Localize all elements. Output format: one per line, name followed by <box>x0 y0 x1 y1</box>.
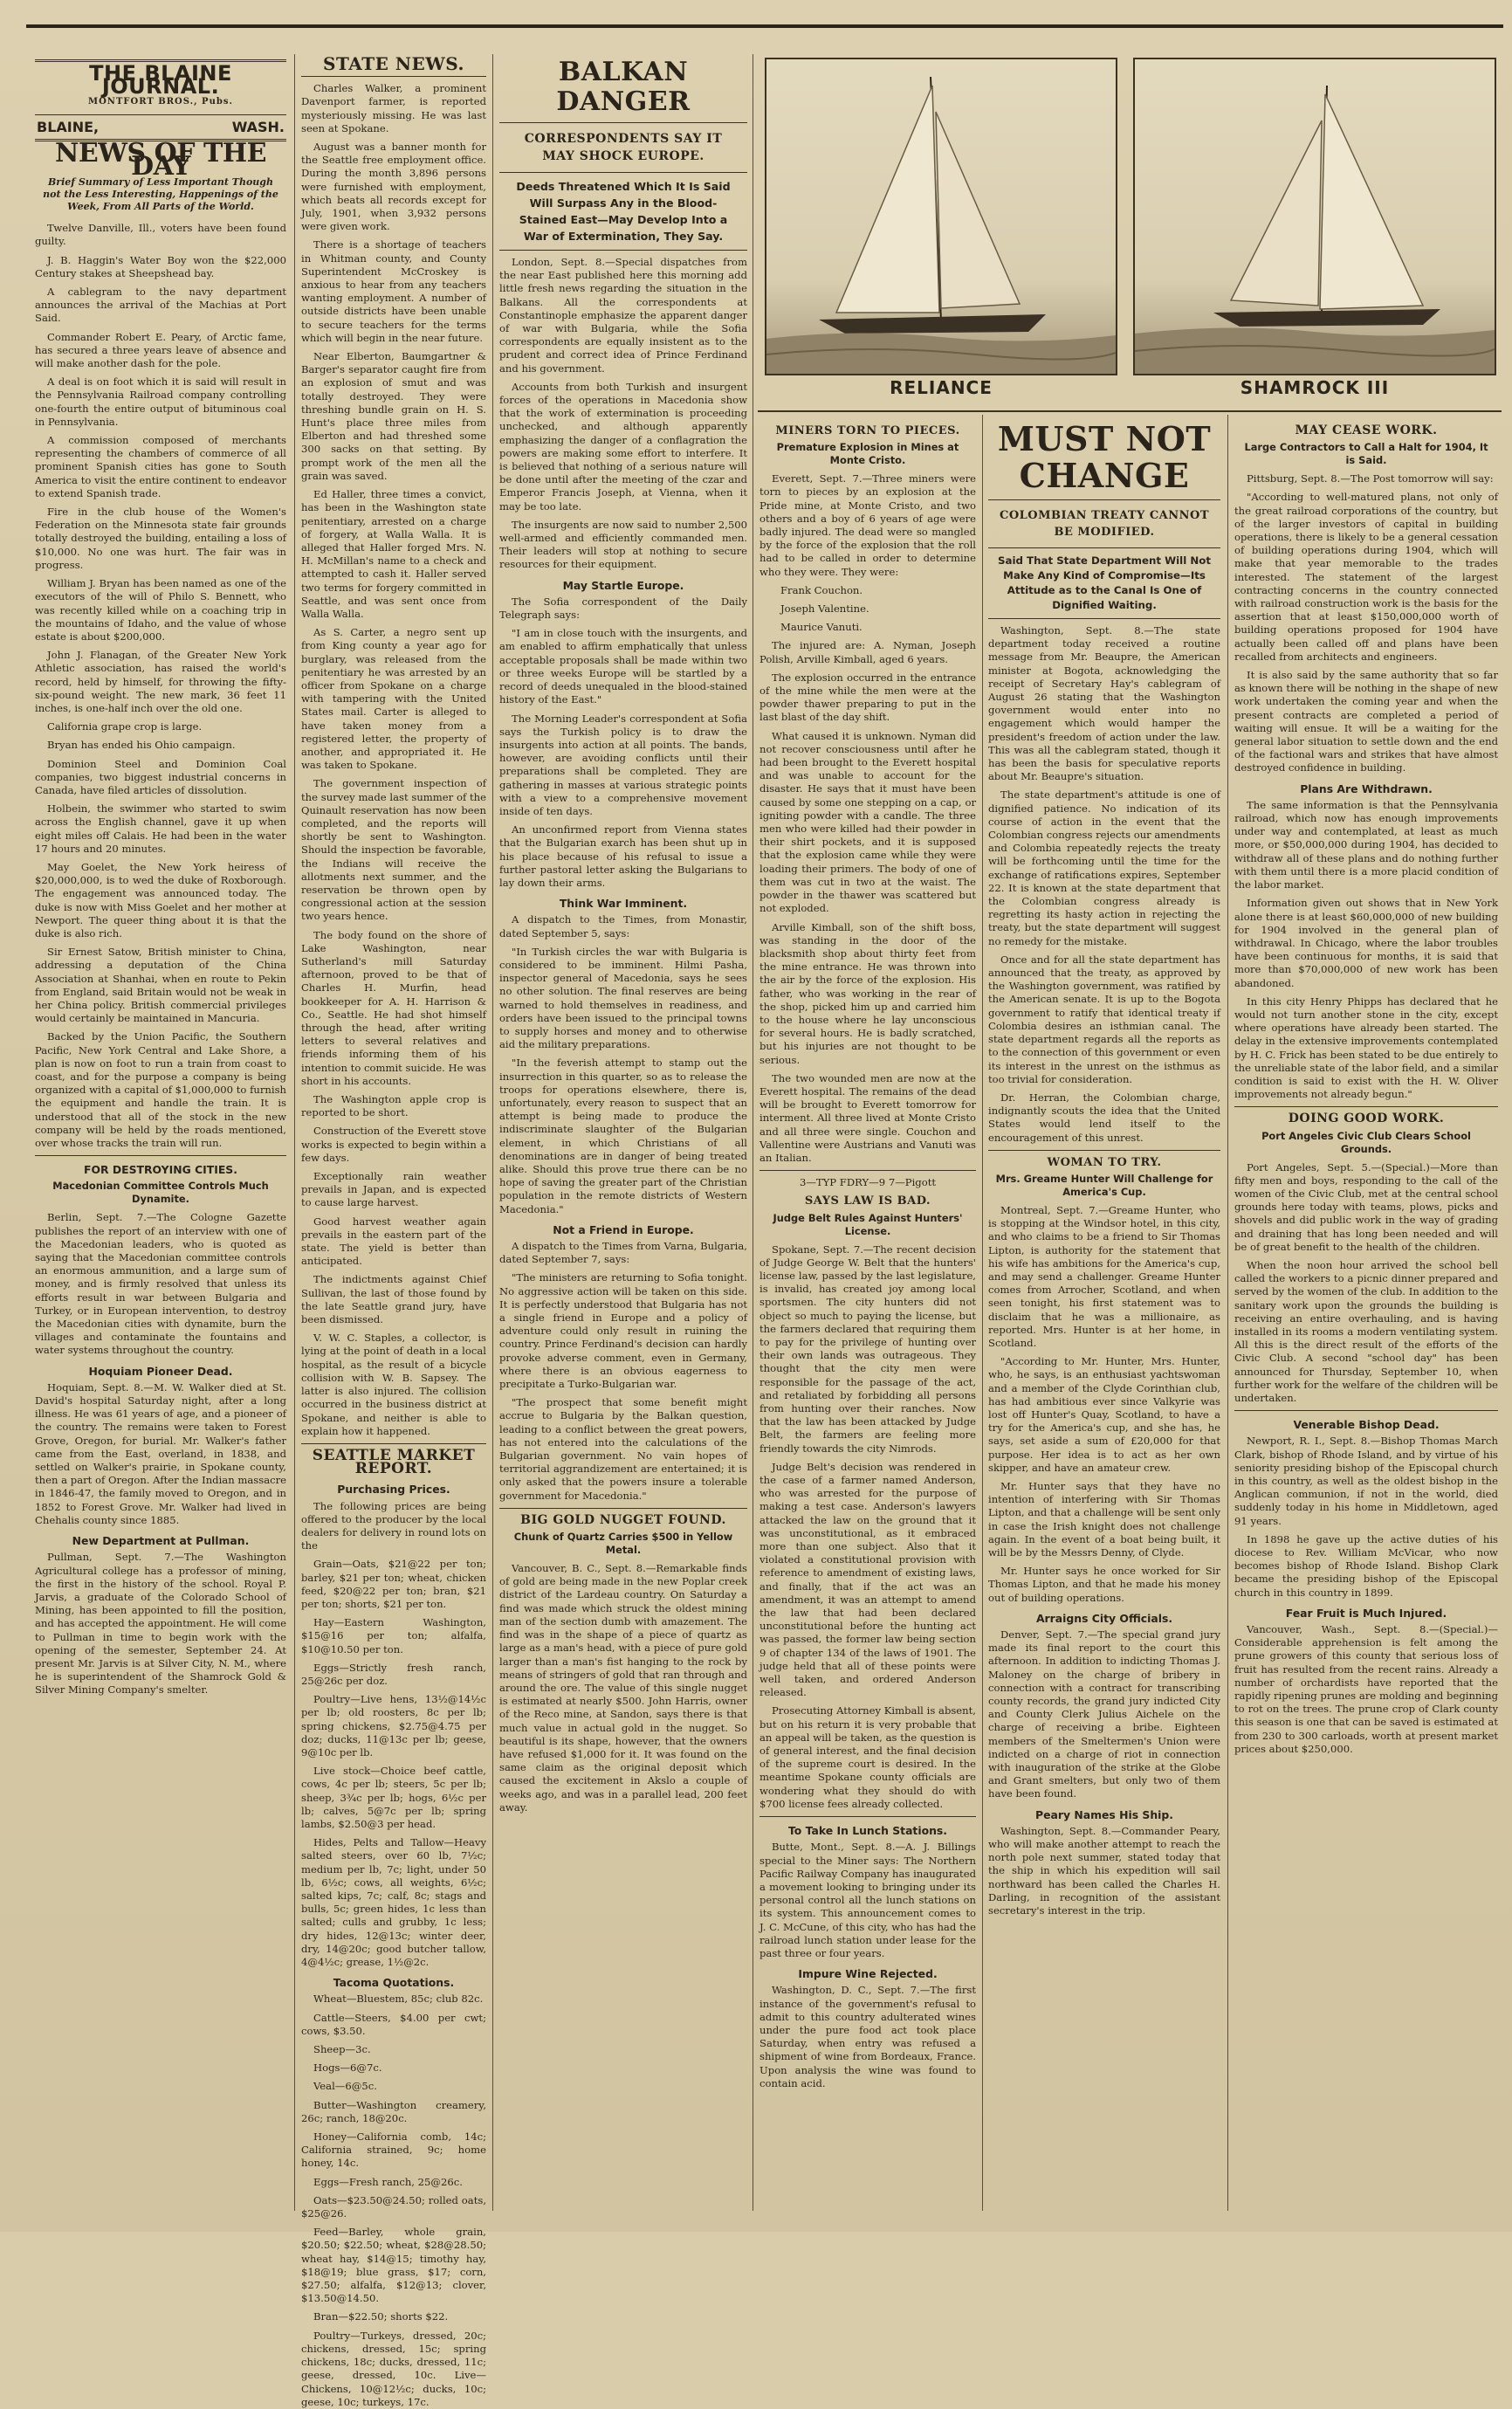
typesetter-line: 3—TYP FDRY—9 7—Pigott <box>799 1176 937 1189</box>
news-item: A cablegram to the navy department announces the arrival of the Machias at Port Said. <box>35 286 286 325</box>
column-rule <box>492 54 493 2211</box>
state-news-item: V. W. C. Staples, a collector, is lying at the point of death in a local hospital, as the result of a bicycle collision with W. B. Sapsey. The latter is also injured. The collision occurred in the business district at Spokane, and neither is able to explain how it happened. <box>301 1332 486 1437</box>
masthead-place: BLAINE, <box>37 118 100 135</box>
column-rule <box>1227 415 1228 2211</box>
news-item: John J. Flanagan, of the Greater New York Athletic association, has raised the world's record, held by himself, for throwing the fifty-six-pound weight. The new mark, 36 feet 11 inches, is one-half inch over the old one. <box>35 649 286 714</box>
news-item: Dominion Steel and Dominion Coal companies, two biggest industrial concerns in Canada, have filed articles of dissolution. <box>35 757 286 796</box>
market-items <box>301 1558 486 1969</box>
illustration-bottom-rule <box>758 410 1502 412</box>
article-paragraph: The same information is that the Pennsylvania railroad, which now has enough improvements under way and contemplated, at least as much more, or $50,000,000 during 1904, has decided to withdraw all of these plans and do nothing further with them until there is a more placid condition of the labor market. <box>1234 798 1498 891</box>
article-paragraph: The Morning Leader's correspondent at Sofia says the Turkish policy is to draw the insurgents into action at all points. The bands, however, are avoiding conflicts until their preparations shall be completed. They are gathering in masses at various strategic points with a view to a comprehensive movement inside of ten days. <box>499 712 747 817</box>
news-item: Bryan has ended his Ohio campaign. <box>47 739 236 752</box>
article-paragraph: A dispatch to the Times, from Monastir, dated September 5, says: <box>499 913 747 940</box>
dek-colombian: Said That State Department Will Not Make Any Kind of Compromise—Its Attitude as to the Canal Is One of Dignified Waiting. <box>997 554 1211 611</box>
masthead-title: THE BLAINE JOURNAL. <box>89 61 232 100</box>
article-paragraph: Mr. Hunter says he once worked for Sir Thomas Lipton, and that he made his money out of building operations. <box>988 1565 1220 1604</box>
headline-pullman: New Department at Pullman. <box>72 1534 250 1548</box>
article-paragraph: "According to well-matured plans, not only of the great railroad corporations of the country, but of the larger investors of capital in building operations, there is likely to be a general cessation of building operations during 1904, which will make that year memorable to the trades interested. The statement of the largest contracting concerns in the country connected with railroad construction work is the basis for the assertion that at least $150,000,000 worth of building operations proposed for 1904 have actually been called off and plans have been recalled from architects and engineers. <box>1234 491 1498 663</box>
headline-arraigns: Arraigns City Officials. <box>1035 1611 1173 1625</box>
article-body: Hoquiam, Sept. 8.—M. W. Walker died at St. David's hospital Saturday night, after a long illness. He was 61 years of age, and a pioneer of the country. The remains were taken to Forest Grove, Oregon, for burial. Mr. Walker's father came from the East, overland, in 1838, and settled on Walker's prairie, in Spokane county, then a part of Oregon. After the Indian massacre in 1846-47, the family moved to Oregon, and in 1852 to Forest Grove. Mr. Walker had lived in Chehalis county since 1885. <box>35 1380 286 1526</box>
headline-miners: MINERS TORN TO PIECES. <box>775 424 960 437</box>
news-item: Backed by the Union Pacific, the Southern Pacific, New York Central and Lake Shore, a plan is now on foot to run a train from coast to coast, and for the purpose a company is being organized with a capital of $1,000,000 to furnish the equipment and handle the train. It is understood that all of the stock in the new company will be held by the roads mentioned, over whose tracks the train will run. <box>35 1030 286 1150</box>
column-4 <box>759 421 976 2211</box>
article-paragraph: Arville Kimball, son of the shift boss, was standing in the door of the blacksmith shop about thirty feet from the mine entrance. He was thrown into the air by the force of the explosion. His father, who was working in the rear of the shop, picked him up and carried him to the house where he lay unconscious for several hours. He is badly scratched, but his injuries are not thought to be serious. <box>759 920 976 1066</box>
dead-list <box>759 584 976 635</box>
headline-doing-good-work: DOING GOOD WORK. <box>1288 1112 1445 1126</box>
news-of-the-day-dek: Brief Summary of Less Important Though not the Less Interesting, Happenings of the Week, From All Parts of the World. <box>43 176 278 213</box>
article-body: Vancouver, Wash., Sept. 8.—(Special.)—Considerable apprehension is felt among the prune growers of this county that serious loss of fruit has resulted from the recent rains. Already a number of orchardists have reported that the rapidly ripening prunes are molding and beginning to rot on the trees. The prune crop of Clark county this season is one that can be saved is estimated at from 230 to 300 carloads, worth at present market prices about $250,000. <box>1234 1623 1498 1755</box>
dek-doing-good-work: Port Angeles Civic Club Clears School Grounds. <box>1261 1129 1471 1155</box>
state-news-item: August was a banner month for the Seattle free employment office. During the month 3,896 persons were furnished with employment, which beats all records except for July, 1901, when 3,932 persons were given work. <box>301 141 486 233</box>
news-item: Holbein, the swimmer who started to swim across the English channel, gave it up when eight miles off Calais. He had been in the water 17 hours and 20 minutes. <box>35 802 286 855</box>
yacht-illustrations <box>758 54 1502 403</box>
news-items <box>35 222 286 1150</box>
state-news-item: As S. Carter, a negro sent up from King county a year ago for burglary, was released from the penitentiary he was arrested by an officer from Spokane on a charge with tampering with the United States mail. Carter is alleged to have taken money from a registered letter, the property of another, and appropriated it. He was taken to Spokane. <box>301 626 486 772</box>
article-paragraph: The injured are: A. Nyman, Joseph Polish, Arville Kimball, aged 6 years. <box>759 639 976 665</box>
article-paragraph: Judge Belt's decision was rendered in the case of a farmer named Anderson, who was arrested for the purpose of making a test case. Anderson's lawyers attacked the law on the ground that it was unconstitutional, as it embraced more than one subject. Also that it violated a constitutional provision with reference to amendment of existing laws, and finally, that if the act was an amendment, it was an attempt to amend the law that had been declared unconstitutional before the hunting act was passed, the former law being section 9 of chapter 134 of the laws of 1901. The judge held that all of these points were well taken, and ordered Anderson released. <box>759 1460 976 1699</box>
headline-woman-to-try: WOMAN TO TRY. <box>1047 1155 1162 1169</box>
state-news-item: The Washington apple crop is reported to be short. <box>301 1093 486 1119</box>
article-paragraph: The two wounded men are now at the Everett hospital. The remains of the dead will be brought to Everett tomorrow for interment. All three lived at Monte Cristo and all three were single. Couchon and Vallentine were Austrians and Vanuti was an Italian. <box>759 1071 976 1164</box>
article-body: Newport, R. I., Sept. 8.—Bishop Thomas March Clark, bishop of Rhode Island, and by virtue of his seniority presiding bishop of the Episcopal church in this country, as well as the oldest bishop in the Anglican communion, if not in the world, died suddenly today in his home in Middletown, aged 91 years. <box>1234 1435 1498 1527</box>
subhead-war: Think War Imminent. <box>559 897 688 911</box>
dek-miners: Premature Explosion in Mines at Monte Cristo. <box>776 441 959 467</box>
dead-name: Joseph Valentine. <box>780 602 869 616</box>
market-item: Poultry—Live hens, 13½@14½c per lb; old roosters, 8c per lb; spring chickens, $2.75@4.75 per doz; ducks, 11@13c per lb; geese, 9@10c per lb. <box>301 1693 486 1759</box>
state-news-item: The indictments against Chief Sullivan, the last of those found by the late Seattle grand jury, have been dismissed. <box>301 1273 486 1326</box>
subhead-plans: Plans Are Withdrawn. <box>1300 781 1433 795</box>
article-paragraph: In this city Henry Phipps has declared that he would not turn another stone in the city, except where operations have already been started. The delay in the extensive improvements contemplated by H. C. Frick has been stated to be due entirely to the unreliable state of the labor field, and a similar condition is said to exist with the H. W. Oliver improvements not already begun." <box>1234 995 1498 1101</box>
tacoma-item: Wheat—Bluestem, 85c; club 82c. <box>313 1993 484 2006</box>
article-paragraph: Pittsburg, Sept. 8.—The Post tomorrow will say: <box>1247 472 1494 485</box>
column-1 <box>35 54 286 2211</box>
subhead-friend: Not a Friend in Europe. <box>553 1222 694 1236</box>
news-item: A deal is on foot which it is said will result in the Pennsylvania Railroad company controlling one-fourth the entire output of bituminous coal in Pennsylvania. <box>35 375 286 428</box>
article-paragraph: Information given out shows that in New York alone there is at least $60,000,000 of new building for 1904 involved in the general plan of withdrawal. In Chicago, where the labor troubles have been continuous for months, it is said that more than $70,000,000 of new work has been abandoned. <box>1234 897 1498 989</box>
article-paragraph: "In the feverish attempt to stamp out the insurrection in this quarter, so as to release the troops for operations elsewhere, there is, unfortunately, every reason to suspect that an attempt is being made to produce the indiscriminate slaughter of the Bulgarian element, in which Christians of all denominations are in danger of being treated alike. Should this prove true there can be no hope of saving the greater part of the Christian population in the remote districts of Western Macedonia." <box>499 1057 747 1215</box>
article-paragraph: What caused it is unknown. Nyman did not recover consciousness until after he had been brought to the Everett hospital and was unable to account for the disaster. He says that it must have been caused by some one stepping on a cap, or igniting powder with a candle. The three men who were killed had their powder in their shirt pockets, and it is supposed that the explosion came while they were loading their primers. The body of one of them was cut in two at the waist. The powder in the thawer was scattered but not exploded. <box>759 729 976 915</box>
masthead-publisher: MONTFORT BROS., Pubs. <box>88 97 233 107</box>
article-paragraph: The state department's attitude is one of dignified patience. No indication of its course of action in the event that the Colombian congress rejects our amendments and Colombia repeatedly rejects the treaty will be forthcoming until the time for the exchange of ratifications expires, September 22. It is known at the state department that the Colombian congress already is regretting its hasty action in rejecting the treaty, but the state department will suggest no remedy for the mistake. <box>988 788 1220 947</box>
tacoma-item: Eggs—Fresh ranch, 25@26c. <box>313 2175 463 2188</box>
state-news-item: There is a shortage of teachers in Whitman county, and County Superintendent McCroskey is anxious to hear from any teachers wanting employment. A number of outside districts have been unable to secure teachers for the terms which will begin in the near future. <box>301 238 486 344</box>
article-body: Denver, Sept. 7.—The special grand jury made its final report to the court this afternoon. In addition to indicting Thomas J. Maloney on the charge of bribery in connection with a contract for transcribing county records, the grand jury indicted City and County Clerk Julius Aichele on the charge of receiving a bribe. Eighteen members of the Smeltermen's Union were indicted on a charge of riot in connection with inauguration of the strike at the Globe and Grant smelters, but only two of them have been found. <box>988 1628 1220 1800</box>
state-news-item: Exceptionally rain weather prevails in Japan, and is expected to cause large harvest. <box>301 1170 486 1209</box>
article-body: The following prices are being offered to the producer by the local dealers for delivery in round lots on the <box>301 1499 486 1552</box>
tacoma-item: Bran—$22.50; shorts $22. <box>313 2310 449 2323</box>
article-body: Washington, Sept. 8.—Commander Peary, who will make another attempt to reach the north pole next summer, stated today that the ship in which his expedition will sail northward has been called the Charles H. Darling, in recognition of the assistant secretary's interest in the trip. <box>988 1824 1220 1917</box>
dead-name: Maurice Vanuti. <box>780 621 863 634</box>
article-paragraph: When the noon hour arrived the school bell called the workers to a picnic dinner prepared and served by the women of the club. In addition to the sanitary work upon the grounds the building is receiving an entire overhauling, and is having installed in its rooms a modern ventilating system. All this is the direct result of the efforts of the Civic Club. A second "school day" has been announced for Thursday, September 10, when further work for the welfare of the children will be undertaken. <box>1234 1258 1498 1404</box>
state-news-item: Construction of the Everett stove works is expected to begin within a few days. <box>301 1125 486 1164</box>
column-rule <box>294 54 295 2211</box>
tacoma-item: Poultry—Turkeys, dressed, 20c; chickens, dressed, 15c; spring chickens, 18c; ducks, dressed, 11c; geese, dressed, 10c. Live—Chickens, 10@12½c; ducks, 10c; geese, 10c; turkeys, 17c. <box>301 2329 486 2408</box>
column-2 <box>301 53 486 2408</box>
shamrock-image <box>1133 58 1496 375</box>
masthead-state: WASH. <box>231 118 285 135</box>
tacoma-item: Sheep—3c. <box>313 2043 371 2056</box>
column-3 <box>499 54 747 2211</box>
article-body: Washington, D. C., Sept. 7.—The first instance of the government's refusal to admit to this country adulterated wines under the pure food act took place Saturday, when entry was refused a shipment of wine from Bordeaux, France. Upon analysis the wine was found to contain acid. <box>759 1984 976 2089</box>
article-paragraph: Dr. Herran, the Colombian charge, indignantly scouts the idea that the United States would lend itself to the encouragement of this unrest. <box>988 1091 1220 1144</box>
article-paragraph: Washington, Sept. 8.—The state department today received a routine message from Mr. Beaupre, the American minister at Bogota, acknowledging the receipt of Secretary Hay's cablegram of August 26 stating that the Washington government would enter into no engagement which would hamper the president's freedom of action under the law. This was all the cablegram stated, though it has been the basis for speculative reports about Mr. Beaupre's situation. <box>988 624 1220 783</box>
article-paragraph: "The prospect that some benefit might accrue to Bulgaria by the Balkan question, leading to a conflict between the great powers, has not entered into the calculations of the Bulgarian government. No vain hopes of territorial aggrandizement are entertained; it is only asked that the powers insure a tolerable government for Macedonia." <box>499 1396 747 1502</box>
news-item: Fire in the club house of the Women's Federation on the Minnesota state fair grounds totally destroyed the building, entailing a loss of $10,000. No one was hurt. The fair was in progress. <box>35 506 286 571</box>
headline-may-cease-work: MAY CEASE WORK. <box>1295 423 1438 437</box>
news-of-the-day-title: NEWS OF THE DAY <box>55 137 266 182</box>
market-item: Eggs—Strictly fresh ranch, 25@26c per doz. <box>301 1661 486 1687</box>
news-item: California grape crop is large. <box>47 720 203 733</box>
article-paragraph: Port Angeles, Sept. 5.—(Special.)—More than fifty men and boys, responding to the call of the women of the Civic Club, met at the central school grounds here today with teams, plows, picks and shovels and did public work in the way of grading and draining that has long been needed and will be of great benefit to the health of the children. <box>1234 1160 1498 1253</box>
dek-gold-nugget: Chunk of Quartz Carries $500 in Yellow Metal. <box>513 1531 733 1557</box>
tacoma-item: Cattle—Steers, $4.00 per cwt; cows, $3.50. <box>301 2011 486 2037</box>
headline-destroying-cities: FOR DESTROYING CITIES. <box>84 1163 237 1177</box>
state-news-item: The body found on the shore of Lake Washington, near Sutherland's mill Saturday afternoon, proved to be that of Charles H. Murfin, head bookkeeper for A. H. Harrison & Co., Seattle. He had shot himself through the head, after writing letters to several relatives and friends informing them of his intention to commit suicide. He was short in his accounts. <box>301 928 486 1087</box>
article-paragraph: The explosion occurred in the entrance of the mine while the men were at the powder thawer preparing to put in the last blast of the day shift. <box>759 671 976 724</box>
article-paragraph: The Sofia correspondent of the Daily Telegraph says: <box>499 595 747 622</box>
headline-law-bad: SAYS LAW IS BAD. <box>804 1194 931 1208</box>
masthead-dateline <box>37 120 285 134</box>
article-paragraph: Spokane, Sept. 7.—The recent decision of Judge George W. Belt that the hunters' license law, passed by the last legislature, is invalid, has created joy among local sportsmen. The city hunters did not object so much to paying the license, but the farmers declared that requiring them to pay for the privilege of hunting over their own lands was outrageous. They thought that the city men were responsible for the passage of the act, and retaliated by forbidding all persons from hunting over their ranches. Now that the law has been attacked by Judge Belt, the farmers are feeling more friendly towards the city Nimrods. <box>759 1242 976 1455</box>
headline-must-not-change: MUST NOT CHANGE <box>997 419 1212 495</box>
reliance-image <box>765 58 1117 375</box>
headline-bishop: Venerable Bishop Dead. <box>1293 1418 1440 1432</box>
headline-seattle-market: SEATTLE MARKET REPORT. <box>312 1446 476 1478</box>
headline-peary: Peary Names His Ship. <box>1035 1807 1173 1821</box>
column-6 <box>1234 421 1498 2211</box>
dead-name: Frank Couchon. <box>780 583 863 596</box>
tacoma-item: Feed—Barley, whole grain, $20.50; $22.50; wheat, $28@28.50; wheat hay, $14@15; timothy hay, $18@19; blue grass, $17; corn, $27.50; alfalfa, $12@13; clover, $13.50@14.50. <box>301 2226 486 2305</box>
news-item: J. B. Haggin's Water Boy won the $22,000 Century stakes at Sheepshead bay. <box>35 253 286 279</box>
state-news-item: Charles Walker, a prominent Davenport farmer, is reported mysteriously missing. He was last seen at Spokane. <box>301 82 486 134</box>
dek-woman: Mrs. Greame Hunter Will Challenge for America's Cup. <box>995 1172 1213 1198</box>
headline-state-news: STATE NEWS. <box>323 53 464 74</box>
article-body: Pullman, Sept. 7.—The Washington Agricultural college has a professor of mining, the first in the history of the school. Royal P. Jarvis, a graduate of the Colorado School of Mining, has been appointed to fill the position, and has accepted the appointment. He will come to Pullman in time to begin work with the opening of the semester, September 24. At present Mr. Jarvis is at Silver City, N. M., where he is superintendent of the Shamrock Gold & Silver Mining Company's smelter. <box>35 1551 286 1697</box>
headline-wine: Impure Wine Rejected. <box>798 1967 938 1981</box>
tacoma-item: Oats—$23.50@24.50; rolled oats, $25@26. <box>301 2193 486 2220</box>
article-body: Butte, Mont., Sept. 8.—A. J. Billings special to the Miner says: The Northern Pacific Railway Company has inaugurated a movement looking to bringing under its personal control all the lunch stations on its system. This announcement comes to J. C. McCune, of this city, who has had the railroad lunch station under lease for the past three or four years. <box>759 1841 976 1959</box>
balkan-items <box>499 256 747 572</box>
article-body: In 1898 he gave up the active duties of his diocese to Rev. William McVicar, who now becomes bishop of Rhode Island. Bishop Clark became the presiding bishop of the Episcopal church in this country in 1899. <box>1234 1532 1498 1599</box>
article-paragraph: "The ministers are returning to Sofia tonight. No aggressive action will be taken on this side. It is perfectly understood that Bulgaria has not a single friend in Europe and a policy of adventure could only result in ruining the country. Prince Ferdinand's decision can hardly provoke adverse comment, even in Germany, where there is an obvious eagerness to precipitate a Turko-Bulgarian war. <box>499 1271 747 1391</box>
article-paragraph: Montreal, Sept. 7.—Greame Hunter, who is stopping at the Windsor hotel, in this city, and who claims to be a friend to Sir Thomas Lipton, is authority for the statement that his wife has ambitions for the America's cup, and may send a challenger. Greame Hunter comes from Arrocher, Scotland, and when seen tonight, his first statement was to disclaim that he was a millionaire, as reported. Mrs. Hunter is at her home, in Scotland. <box>988 1203 1220 1349</box>
subhead-colombian: COLOMBIAN TREATY CANNOT BE MODIFIED. <box>999 509 1210 539</box>
news-item: Twelve Danville, Ill., voters have been found guilty. <box>35 222 286 248</box>
article-body: Berlin, Sept. 7.—The Cologne Gazette publishes the report of an interview with one of the Macedonian leaders, who is quoted as saying that the Macedonian committee controls an enormous ammunition, and a large sum of money, and is firmly resolved that unless its efforts result in war between Bulgaria and Turkey, or in European intervention, to destroy the Macedonian cities with dynamite, burn the villages and contaminate the fountains and water systems throughout the country. <box>35 1211 286 1357</box>
news-item: William J. Bryan has been named as one of the executors of the will of Philo S. Bennett, who was recently killed while on a coaching trip in the mountains of Idaho, and the value of whose estate is about $200,000. <box>35 577 286 643</box>
tacoma-item: Hogs—6@7c. <box>313 2061 382 2075</box>
subhead-purchasing-prices: Purchasing Prices. <box>337 1483 450 1497</box>
article-paragraph: Prosecuting Attorney Kimball is absent, but on his return it is very probable that an appeal will be taken, as the question is of general interest, and the final decision of the supreme court is desired. In the meantime Spokane county officials are wondering what they should do with $700 license fees already collected. <box>759 1704 976 1810</box>
dek-law-bad: Judge Belt Rules Against Hunters' License. <box>773 1211 963 1237</box>
news-item: May Goelet, the New York heiress of $20,000,000, is to wed the duke of Roxborough. The engagement was announced today. The duke is now with Miss Goelet and her mother at Newport. The queer thing about it is that the duke is also rich. <box>35 860 286 940</box>
subhead-balkan: CORRESPONDENTS SAY IT MAY SHOCK EUROPE. <box>524 132 723 163</box>
tacoma-item: Honey—California comb, 14c; California strained, 9c; home honey, 14c. <box>301 2130 486 2170</box>
headline-fruit: Fear Fruit is Much Injured. <box>1285 1606 1447 1620</box>
shamrock-sailboat-icon <box>1135 59 1495 374</box>
tacoma-item: Veal—6@5c. <box>313 2080 377 2093</box>
dek-destroying-cities: Macedonian Committee Controls Much Dynamite. <box>52 1180 269 1206</box>
dek-balkan: Deeds Threatened Which It Is Said Will Surpass Any in the Blood-Stained East—May Develop Into a War of Extermination, They Say. <box>516 180 731 243</box>
article-paragraph: "I am in close touch with the insurgents, and am enabled to affirm emphatically that unless acceptable proposals shall be made within two or three weeks Europe will be startled by a record of deeds unequaled in the blood-stained history of the East." <box>499 627 747 706</box>
article-paragraph: Accounts from both Turkish and insurgent forces of the operations in Macedonia show that the work of extermination is proceeding unchecked, and although apparently emphasizing the danger of a conflagration the powers are making some effort to interfere. It is believed that nothing of a serious nature will be done until after the meeting of the czar and Emperor Francis Joseph, at Vienna, when it may be too late. <box>499 380 747 513</box>
headline-gold-nugget: BIG GOLD NUGGET FOUND. <box>520 1512 726 1527</box>
subhead-startle: May Startle Europe. <box>562 578 684 592</box>
column-5 <box>988 421 1220 2211</box>
tacoma-items <box>301 1993 486 2408</box>
article-paragraph: An unconfirmed report from Vienna states that the Bulgarian exarch has been shut up in his place because of his refusal to issue a further pastoral letter asking the Bulgarians to lay down their arms. <box>499 823 747 889</box>
column-rule <box>982 415 983 2211</box>
headline-balkan-danger: BALKAN DANGER <box>556 57 691 117</box>
dek-may-cease-work: Large Contractors to Call a Halt for 1904, It is Said. <box>1244 441 1488 467</box>
article-paragraph: London, Sept. 8.—Special dispatches from the near East published here this morning add little fresh news regarding the situation in the Balkans. All the correspondents at Constantinople emphasize the apparent danger of war with Bulgaria, while the Sofia correspondents are equally insistent as to the prudent and correct idea of Prince Ferdinand and his government. <box>499 256 747 375</box>
state-news-item: Ed Haller, three times a convict, has been in the Washington state penitentiary, arrested on a charge of forgery, at Walla Walla. It is alleged that Haller forged Mrs. N. H. McMillan's name to a check and attempted to cash it. Haller served two terms for forgery committed in Seattle, and was sent once from Walla Walla. <box>301 488 486 620</box>
article-paragraph: A dispatch to the Times from Varna, Bulgaria, dated September 7, says: <box>499 1240 747 1266</box>
article-paragraph: The insurgents are now said to number 2,500 well-armed and efficiently commanded men. Their leaders will stop at nothing to secure resources for their equipment. <box>499 518 747 571</box>
headline-lunch: To Take In Lunch Stations. <box>787 1824 948 1838</box>
article-body: Everett, Sept. 7.—Three miners were torn to pieces by an explosion at the Pride mine, at Monte Cristo, and two others and a boy of 6 years of age were badly injured. The dead were so mangled by the force of the explosion that the roll had to be called in order to determine who they were. They were: <box>759 472 976 578</box>
state-news-item: Good harvest weather again prevails in the eastern part of the state. The yield is better than anticipated. <box>301 1215 486 1268</box>
news-item: Sir Ernest Satow, British minister to China, addressing a deputation of the China Association at Shanhai, when en route to Pekin from England, said Britain would not be weak in her China policy. British commercial privileges would certainly be maintained in Mancuria. <box>35 946 286 1025</box>
tacoma-item: Butter—Washington creamery, 26c; ranch, 18@20c. <box>301 2098 486 2124</box>
state-news-items <box>301 82 486 1438</box>
article-paragraph: Vancouver, B. C., Sept. 8.—Remarkable finds of gold are being made in the new Poplar creek district of the Lardeau country. On Saturday a find was made which struck the oldest mining man of the section dumb with amazement. The find was in the shape of a piece of quartz as large as a man's head, with a piece of pure gold larger than a man's fist hanging to the rock by means of stringers of gold that ran through and around the ore. The value of this single nugget is estimated at nearly $500. John Harris, owner of the Reco mine, at Sandon, says there is that much value in actual gold in the nugget. So beautiful is its shape, however, that the owners have refused $1,000 for it. It was found on the same claim as the original deposit which caused the excitement in Akslo a couple of weeks ago, and was in a parallel lead, 200 feet away. <box>499 1562 747 1814</box>
subhead-tacoma: Tacoma Quotations. <box>333 1976 455 1990</box>
top-rule <box>26 24 1503 28</box>
news-item: A commission composed of merchants representing the chambers of commerce of all prominent Spanish cities has gone to South America to visit the entire continent to endeavor to extend Spanish trade. <box>35 434 286 499</box>
market-item: Hides, Pelts and Tallow—Heavy salted steers, over 60 lb, 7½c; medium per lb, 7c; light, under 50 lb, 6½c; cows, all weights, 6½c; salted kips, 7c; calf, 8c; stags and bulls, 5c; green hides, 1c less than salted; culls and grubby, 1c less; dry hides, 12@13c; winter deer, dry, 14@20c; good butcher tallow, 4@4½c; grease, 1½@2c. <box>301 1836 486 1969</box>
shamrock-caption: SHAMROCK III <box>1240 377 1390 398</box>
news-item: Commander Robert E. Peary, of Arctic fame, has secured a three years leave of absence and will make another dash for the pole. <box>35 330 286 370</box>
article-paragraph: Once and for all the state department has announced that the treaty, as approved by the Washington government, was ratified by the American senate. It is up to the Bogota government to ratify that identical treaty if Colombia desires an isthmian canal. The state department regards all the reports as to the connection of this government or even its interest in the unrest on the isthmus as too trivial for consideration. <box>988 953 1220 1085</box>
state-news-item: Near Elberton, Baumgartner & Barger's separator caught fire from an explosion of smut and was totally destroyed. They were threshing bundle grain on H. S. Hunt's place three miles from Elberton and had threshed some 300 sacks on that setting. By prompt work of the men all the grain was saved. <box>301 350 486 482</box>
market-item: Hay—Eastern Washington, $15@16 per ton; alfalfa, $10@10.50 per ton. <box>301 1616 486 1655</box>
headline-hoquiam: Hoquiam Pioneer Dead. <box>88 1364 233 1378</box>
article-paragraph: It is also said by the same authority that so far as known there will be nothing in the shape of new work undertaken the coming year and when the present contracts are completed a period of waiting will ensue. It will be a waiting for the general labor situation to settle down and the end of the factional wars and strikes that have almost destroyed confidence in building. <box>1234 669 1498 774</box>
article-paragraph: "According to Mr. Hunter, Mrs. Hunter, who, he says, is an enthusiast yachtswoman and a member of the Clyde Corinthian club, has had ambitious ever since Valkyrie was lost off Hunter's Quay, Scotland, to have a try for the America's cup, and she has, he says, set aside a sum of £20,000 for that purpose. Her idea is to act as her own skipper, and have an amateur crew. <box>988 1355 1220 1474</box>
reliance-caption: RELIANCE <box>890 377 993 398</box>
reliance-sailboat-icon <box>766 59 1116 374</box>
state-news-item: The government inspection of the survey made last summer of the Quinault reservation has now been completed, and the reports will shortly be sent to Washington. Should the inspection be favorable, the Indians will receive the allotments next summer, and the reservation be thrown open by congressional action at the session two years hence. <box>301 777 486 923</box>
article-paragraph: "In Turkish circles the war with Bulgaria is considered to be imminent. Hilmi Pasha, inspector general of Macedonia, says he sees no other solution. The final reserves are being warned to hold themselves in readiness, and orders have been issued to the principal towns to supply horses and money and to otherwise aid the military preparations. <box>499 945 747 1051</box>
market-item: Live stock—Choice beef cattle, cows, 4c per lb; steers, 5c per lb; sheep, 3¾c per lb; hogs, 6½c per lb; calves, 5@7c per lb; spring lambs, $2.50@3 per head. <box>301 1765 486 1830</box>
article-paragraph: Mr. Hunter says that they have no intention of interfering with Sir Thomas Lipton, and that a challenge will be sent only in case the Irish knight does not challenge again. In the event of a boat being built, it will be by the Messrs Denny, of Clyde. <box>988 1479 1220 1559</box>
market-item: Grain—Oats, $21@22 per ton; barley, $21 per ton; wheat, chicken feed, $20@22 per ton; bran, $21 per ton; shorts, $21 per ton. <box>301 1558 486 1610</box>
